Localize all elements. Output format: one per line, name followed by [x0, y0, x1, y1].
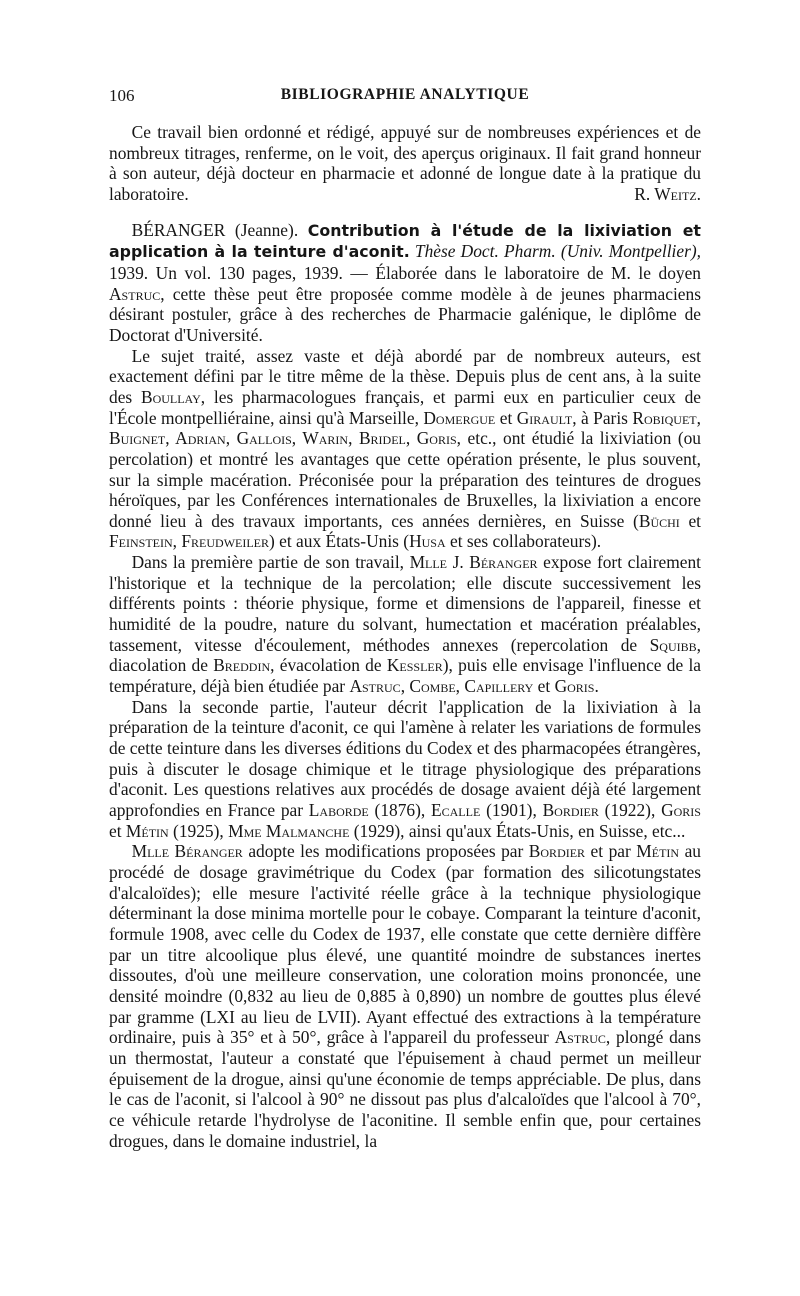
person-name: Büchi — [638, 510, 680, 531]
person-name: Bordier — [528, 841, 586, 862]
page-header — [109, 86, 701, 112]
person-name: Bordier — [542, 800, 599, 820]
paragraph-4: Dans la seconde partie, l'auteur décrit l'application de la lixiviation à la préparation de la teinture d'aconit, ce qui l'amène à relater les variations de formules de cette teinture dans les diverses éditions du Codex et des pharmacopées étrangères, puis à discuter le dosage chimique et le titrage physiologique des préparations d'aconit. Les questions relatives aux procédés de dosage avaient déjà été largement approfondies en France par Laborde (1876), Ecalle (1901), Bordier (1922), Goris et Métin (1925), Mme Malmanche (1929), ainsi qu'aux États-Unis, en Suisse, etc... — [109, 696, 701, 841]
person-name: Mme Malmanche — [228, 820, 350, 841]
person-name: Combe, Capillery — [409, 676, 534, 697]
entry-title: Contribution à l'étude de la lixiviation et application à la teinture d'aconit. — [109, 220, 701, 262]
person-name: Feinstein, Freudweiler — [109, 531, 270, 552]
paragraph-2: Le sujet traité, assez vaste et déjà abordé par de nombreux auteurs, est exactement défini par le titre même de la thèse. Depuis plus de cent ans, à la suite des Boullay, les pharmacologues français, et parmi eux en particulier ceux de l'École montpelliéraine, ainsi qu'à Marseille, Domergue et Girault, à Paris Robiquet, Buignet, Adrian, Gallois, Warin, Bridel, Goris, etc., ont étudié la lixiviation (ou percolation) et montré les avantages que cette opération présente, le plus souvent, sur la simple macération. Préconisée pour la préparation des teintures de drogues héroïques, par les Conférences internationales de Bruxelles, la lixiviation a encore donné lieu à des travaux importants, ces années dernières, en Suisse (Büchi et Feinstein, Freudweiler) et aux États-Unis (Husa et ses collaborateurs). — [109, 345, 702, 552]
person-name: Métin — [125, 820, 169, 841]
person-name: Mlle J. Béranger — [409, 552, 538, 573]
reviewer-signature: R. Weitz. — [634, 183, 701, 204]
person-name: Girault — [516, 407, 573, 428]
person-name: Boullay — [140, 386, 201, 407]
entry-institution: (Univ. Montpellier), — [560, 241, 701, 262]
person-name: Astruc — [349, 676, 401, 697]
person-name: Kessler — [386, 655, 443, 676]
person-name: Métin — [636, 841, 680, 862]
person-name: Laborde — [308, 800, 369, 820]
person-name: Ecalle — [431, 800, 481, 820]
person-name: Astruc — [109, 283, 161, 304]
person-name: Goris — [554, 676, 595, 697]
person-name: Astruc — [554, 1027, 606, 1048]
paragraph-3: Dans la première partie de son travail, Mlle J. Béranger expose fort clairement l'historique et la technique de la percolation; elle discute successivement les différents points : théorie physique, forme et dimensions de l'appareil, finesse et humidité de la poudre, nature du solvant, humectation et macération préalables, tassement, vitesse d'écoulement, méthodes annexes (repercolation de Squibb, diacolation de Breddin, évacolation de Kessler), puis elle envisage l'influence de la température, déjà bien étudiée par Astruc, Combe, Capillery et Goris. — [109, 552, 702, 697]
entry-thesis: Thèse Doct. Pharm. — [414, 241, 556, 262]
page-number: 106 — [109, 86, 135, 105]
person-name: Husa — [409, 531, 446, 552]
person-name: Mlle Béranger — [131, 841, 243, 862]
entry-author: BÉRANGER (Jeanne). — [131, 219, 299, 240]
paragraph-5: Mlle Béranger adopte les modifications proposées par Bordier et par Métin au procédé de dosage gravimétrique du Codex (par formation des silicotungstates d'alcaloïdes); elle mesure l'activité réelle grâce à la technique physiologique déterminant la dose minima mortelle pour le cobaye. Comparant la teinture d'aconit, formule 1908, avec celle du Codex de 1937, elle constate que cette dernière diffère par un titre alcoolique plus élevé, une quantité moindre de substances inertes dissoutes, d'où une meilleure conservation, une coloration moins prononcée, une densité moindre (0,832 au lieu de 0,885 à 0,890) un nombre de gouttes plus élevé par gramme (LXI au lieu de LVII). Ayant effectué des extractions à la température ordinaire, puis à 35° et à 50°, grâce à l'appareil du professeur Astruc, plongé dans un thermostat, l'auteur a constaté que l'épuisement à chaud permet un meilleur épuisement de la drogue, ainsi qu'une économie de temps appréciable. De plus, dans le cas de l'aconit, si l'alcool à 90° ne dissout pas plus d'alcaloïdes que l'alcool à 70°, ce véhicule retarde l'hydrolyse de l'aconitine. Il semble enfin que, pour certaines drogues, dans le domaine industriel, la — [109, 841, 701, 1151]
entry-details: 1939. Un vol. 130 pages, 1939. — Élaborée dans le laboratoire de M. le doyen — [109, 262, 701, 283]
entry-paragraph: BÉRANGER (Jeanne). Contribution à l'étude de la lixiviation et application à la teinture d'aconit. Thèse Doct. Pharm. (Univ. Montpellier), 1939. Un vol. 130 pages, 1939. — Élaborée dans le laboratoire de M. le doyen Astruc, cette thèse peut être proposée comme modèle à de jeunes pharmaciens désirant postuler, grâce à des recherches de Pharmacie galénique, le diplôme de Doctorat d'Université. — [109, 219, 701, 345]
person-name: Breddin — [213, 655, 271, 676]
person-name: Goris — [661, 800, 701, 820]
person-name: Robiquet, Buignet, Adrian, Gallois, Warin, Bridel, Goris — [109, 407, 701, 449]
person-name: Domergue — [423, 407, 496, 428]
body-text — [109, 122, 701, 1151]
person-name: Squibb — [649, 634, 697, 655]
running-title: BIBLIOGRAPHIE ANALYTIQUE — [280, 86, 530, 103]
review-paragraph: Ce travail bien ordonné et rédigé, appuyé sur de nombreuses expériences et de nombreux titrages, renferme, on le voit, des aperçus originaux. Il fait grand honneur à son auteur, déjà docteur en pharmacie et adonné de longue date à la pratique du laboratoire. R. Weitz. — [109, 122, 701, 204]
